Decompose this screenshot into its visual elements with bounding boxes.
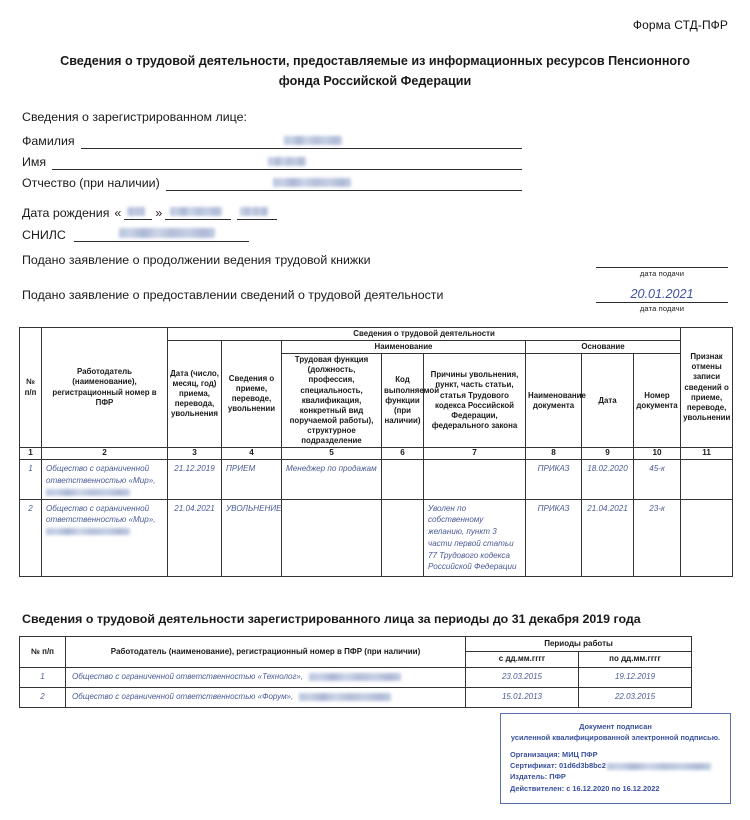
periods-header-number: № п/п	[20, 637, 66, 668]
redacted-registration-number-2	[46, 528, 130, 535]
row-2-number: 2	[20, 499, 42, 576]
row-2-document-date: 21.04.2021	[582, 499, 634, 576]
period-row-2-number: 2	[20, 687, 66, 707]
table-row	[20, 667, 692, 687]
header-labor-function: Трудовая функция (должность, профессия, специальность, квалификация, конкретный вид поручаемой работы), структурное подразделение	[282, 354, 382, 448]
statement-provide-info	[22, 286, 728, 313]
main-table-column-numbers-row	[20, 448, 733, 460]
birth-date-row	[22, 200, 322, 220]
row-1-document-name: ПРИКАЗ	[526, 460, 582, 499]
colnum-3: 3	[168, 448, 222, 460]
statement-continue-workbook-date	[596, 251, 728, 268]
redacted-period-registration-number-2	[299, 693, 391, 701]
periods-header-group: Периоды работы	[466, 637, 692, 652]
row-1-document-number: 45-к	[634, 460, 681, 499]
row-2-labor-function	[282, 499, 382, 576]
form-code-label: Форма СТД-ПФР	[632, 18, 728, 32]
header-document-date: Дата	[582, 354, 634, 448]
periods-header-from: с дд.мм.гггг	[466, 652, 579, 667]
birth-and-snils-section	[22, 200, 322, 242]
redacted-certificate-tail	[607, 763, 711, 770]
surname-field-row	[22, 128, 522, 149]
colnum-8: 8	[526, 448, 582, 460]
surname-value-line	[81, 131, 522, 149]
name-value-line	[52, 152, 522, 170]
registered-person-section	[22, 110, 522, 191]
colnum-2: 2	[42, 448, 168, 460]
header-cancel-flag: Признак отмены записи сведений о приеме, переводе, увольнении	[681, 328, 733, 448]
statement-continue-workbook-date-block	[596, 251, 728, 278]
row-2-employer	[42, 499, 168, 576]
patronymic-field-row	[22, 170, 522, 191]
row-2-code	[382, 499, 424, 576]
redacted-snils	[119, 228, 215, 238]
snils-value-line	[74, 225, 249, 242]
redacted-patronymic	[273, 178, 351, 187]
signature-issuer: Издатель: ПФР	[510, 772, 566, 782]
periods-header-row	[20, 637, 692, 652]
main-table-group-row	[20, 328, 733, 341]
period-row-2-employer	[66, 687, 466, 707]
signature-organization: Организация: МИЦ ПФР	[510, 750, 598, 760]
colnum-5: 5	[282, 448, 382, 460]
document-title: Сведения о трудовой деятельности, предоставляемые из информационных ресурсов Пенсионного фонда Российской Федерации	[60, 54, 690, 88]
colnum-4: 4	[222, 448, 282, 460]
period-row-1-from: 23.03.2015	[466, 667, 579, 687]
quote-open: «	[114, 206, 122, 220]
row-2-document-number: 23-к	[634, 499, 681, 576]
redacted-registration-number-1	[46, 489, 130, 496]
row-1-info: ПРИЕМ	[222, 460, 282, 499]
period-row-1-number: 1	[20, 667, 66, 687]
redacted-period-registration-number-1	[309, 673, 401, 681]
digital-signature-stamp	[500, 713, 731, 804]
birth-day-line	[124, 203, 152, 220]
redacted-surname	[284, 136, 342, 145]
row-1-employer-text: Общество с ограниченной ответственностью «Мир»,	[46, 464, 156, 485]
table-row	[20, 499, 733, 576]
row-2-cancel-flag	[681, 499, 733, 576]
row-1-number: 1	[20, 460, 42, 499]
work-periods-table	[19, 636, 692, 708]
header-info: Сведения о приеме, переводе, увольнении	[222, 341, 282, 448]
period-row-1-to: 19.12.2019	[579, 667, 692, 687]
colnum-10: 10	[634, 448, 681, 460]
redacted-birth-month	[170, 207, 222, 216]
patronymic-value-line	[166, 173, 522, 191]
statement-provide-info-date-caption: дата подачи	[639, 304, 685, 313]
row-1-document-date: 18.02.2020	[582, 460, 634, 499]
statement-continue-workbook	[22, 251, 728, 278]
colnum-9: 9	[582, 448, 634, 460]
period-row-1-employer	[66, 667, 466, 687]
header-group-basis: Основание	[526, 341, 681, 354]
period-row-2-to: 22.03.2015	[579, 687, 692, 707]
header-row-number: № п/п	[20, 328, 42, 448]
header-dismissal-reasons: Причины увольнения, пункт, часть статьи, статья Трудового кодекса Российской Федерации, федерального закона	[424, 354, 526, 448]
birth-year-line	[237, 203, 277, 220]
periods-section-title: Сведения о трудовой деятельности зарегистрированного лица за периоды до 31 декабря 2019 года	[22, 612, 641, 626]
employment-records-table	[19, 327, 733, 577]
colnum-11: 11	[681, 448, 733, 460]
colnum-7: 7	[424, 448, 526, 460]
birth-month-line	[165, 203, 231, 220]
row-1-cancel-flag	[681, 460, 733, 499]
statement-provide-info-text: Подано заявление о предоставлении сведений о трудовой деятельности	[22, 288, 444, 302]
row-2-employer-text: Общество с ограниченной ответственностью «Мир»,	[46, 503, 156, 525]
surname-label: Фамилия	[22, 134, 75, 148]
row-2-date: 21.04.2021	[168, 499, 222, 576]
signature-heading	[510, 721, 721, 743]
row-1-reasons	[424, 460, 526, 499]
periods-header-to: по дд.мм.гггг	[579, 652, 692, 667]
row-1-date: 21.12.2019	[168, 460, 222, 499]
header-document-number: Номер документа	[634, 354, 681, 448]
statement-provide-info-date: 20.01.2021	[596, 286, 728, 303]
period-row-2-from: 15.01.2013	[466, 687, 579, 707]
quote-close: »	[155, 206, 163, 220]
signature-heading-line2: усиленной квалифицированной электронной подписью.	[510, 733, 721, 743]
row-2-document-name: ПРИКАЗ	[526, 499, 582, 576]
redacted-name	[268, 157, 306, 166]
period-row-1-employer-text: Общество с ограниченной ответственностью «Технолог»,	[72, 672, 304, 682]
snils-label: СНИЛС	[22, 228, 66, 242]
colnum-6: 6	[382, 448, 424, 460]
signature-validity: Действителен: с 16.12.2020 по 16.12.2022	[510, 783, 660, 793]
colnum-1: 1	[20, 448, 42, 460]
table-row	[20, 460, 733, 499]
redacted-birth-day	[127, 207, 145, 216]
statement-continue-workbook-date-caption: дата подачи	[639, 269, 685, 278]
registered-person-label: Сведения о зарегистрированном лице:	[22, 110, 247, 124]
redacted-birth-year	[240, 207, 268, 216]
header-date: Дата (число, месяц, год) приема, перевода, увольнения	[168, 341, 222, 448]
header-document-name: Наименование документа	[526, 354, 582, 448]
name-label: Имя	[22, 155, 47, 169]
signature-heading-line1: Документ подписан	[579, 722, 652, 731]
row-2-reasons: Уволен по собственному желанию, пункт 3 части первой статьи 77 Трудового кодекса Российской Федерации	[424, 499, 526, 576]
period-row-2-employer-text: Общество с ограниченной ответственностью «Форум»,	[72, 692, 294, 702]
header-group-name: Наименование	[282, 341, 526, 354]
birth-date-label: Дата рождения	[22, 206, 110, 220]
statement-continue-workbook-text: Подано заявление о продолжении ведения трудовой книжки	[22, 253, 371, 267]
table-row	[20, 687, 692, 707]
statement-provide-info-date-block	[596, 286, 728, 313]
signature-certificate: Сертификат: 01d6d3b8bc2	[510, 761, 606, 771]
row-1-employer	[42, 460, 168, 499]
row-2-info: УВОЛЬНЕНИЕ	[222, 499, 282, 576]
signature-certificate-row	[510, 760, 721, 771]
row-1-code	[382, 460, 424, 499]
name-field-row	[22, 149, 522, 170]
row-1-labor-function: Менеджер по продажам	[282, 460, 382, 499]
header-group-employment-info: Сведения о трудовой деятельности	[168, 328, 681, 341]
periods-header-employer: Работодатель (наименование), регистрационный номер в ПФР (при наличии)	[66, 637, 466, 668]
snils-row	[22, 220, 322, 242]
patronymic-label: Отчество (при наличии)	[22, 176, 160, 190]
header-function-code: Код выполняемой функции (при наличии)	[382, 354, 424, 448]
header-employer: Работодатель (наименование), регистрационный номер в ПФР	[42, 328, 168, 448]
